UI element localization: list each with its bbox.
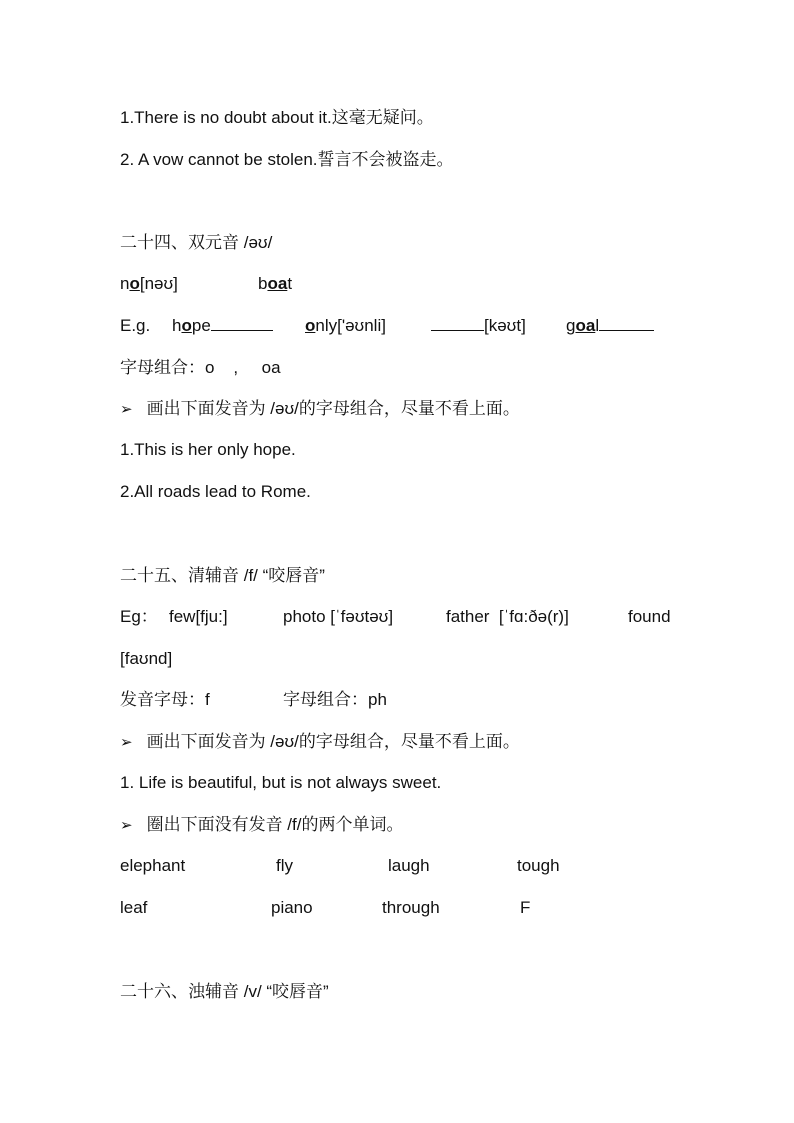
- sentence-life: 1. Life is beautiful, but is not always sweet.: [120, 773, 442, 792]
- ipa-found: [faʊnd]: [120, 649, 173, 668]
- word-option[interactable]: through: [382, 898, 440, 917]
- blank-coat[interactable]: [431, 316, 484, 331]
- blank-goal[interactable]: [599, 316, 654, 331]
- letter-o: o: [129, 274, 140, 293]
- word-option[interactable]: F: [520, 898, 531, 917]
- example-boat: boat: [258, 274, 293, 293]
- letters-oa: oa: [267, 274, 288, 293]
- sentence-doubt: 1.There is no doubt about it.这毫无疑问。: [120, 108, 434, 127]
- task-25-b: ➢ 圈出下面没有发音 /f/的两个单词。: [120, 815, 404, 834]
- word-option[interactable]: piano: [271, 898, 313, 917]
- word-option[interactable]: fly: [276, 856, 293, 875]
- eg-label: E.g.: [120, 316, 151, 335]
- word-option[interactable]: laugh: [388, 856, 430, 875]
- section-24-heading: 二十四、双元音 /əʊ/: [120, 233, 273, 252]
- word-few: few[fju:]: [169, 607, 228, 626]
- letter-combo-24: 字母组合：o , oa: [120, 358, 281, 377]
- word-only: only['əʊnli]: [305, 316, 386, 335]
- eg-label-25: Eg：: [120, 607, 158, 626]
- letter-combo-25: 字母组合：ph: [283, 690, 387, 709]
- arrow-bullet-icon: ➢: [120, 734, 133, 751]
- word-father: father [ˈfɑ:ðə(r)]: [446, 607, 569, 626]
- word-option[interactable]: tough: [517, 856, 560, 875]
- task-25-a: ➢ 画出下面发音为 /əʊ/的字母组合，尽量不看上面。: [120, 732, 520, 751]
- arrow-bullet-icon: ➢: [120, 401, 133, 418]
- word-photo: photo [ˈfəʊtəʊ]: [283, 607, 394, 626]
- word-found: found: [628, 607, 671, 626]
- example-no: no[nəʊ]: [120, 274, 178, 293]
- word-option[interactable]: leaf: [120, 898, 148, 917]
- pronounce-letter: 发音字母：f: [120, 690, 210, 709]
- word-option[interactable]: elephant: [120, 856, 186, 875]
- word-coat: [kəʊt]: [431, 315, 526, 337]
- sentence-rome: 2.All roads lead to Rome.: [120, 482, 311, 501]
- arrow-bullet-icon: ➢: [120, 817, 133, 834]
- task-24: ➢ 画出下面发音为 /əʊ/的字母组合，尽量不看上面。: [120, 399, 520, 418]
- section-26-heading: 二十六、浊辅音 /v/ “咬唇音”: [120, 982, 329, 1001]
- sentence-vow: 2. A vow cannot be stolen.誓言不会被盗走。: [120, 150, 454, 169]
- word-hope: hope: [172, 315, 273, 337]
- word-goal: goal: [566, 315, 654, 337]
- sentence-hope: 1.This is her only hope.: [120, 440, 296, 459]
- blank-hope[interactable]: [211, 316, 273, 331]
- section-25-heading: 二十五、清辅音 /f/ “咬唇音”: [120, 566, 325, 585]
